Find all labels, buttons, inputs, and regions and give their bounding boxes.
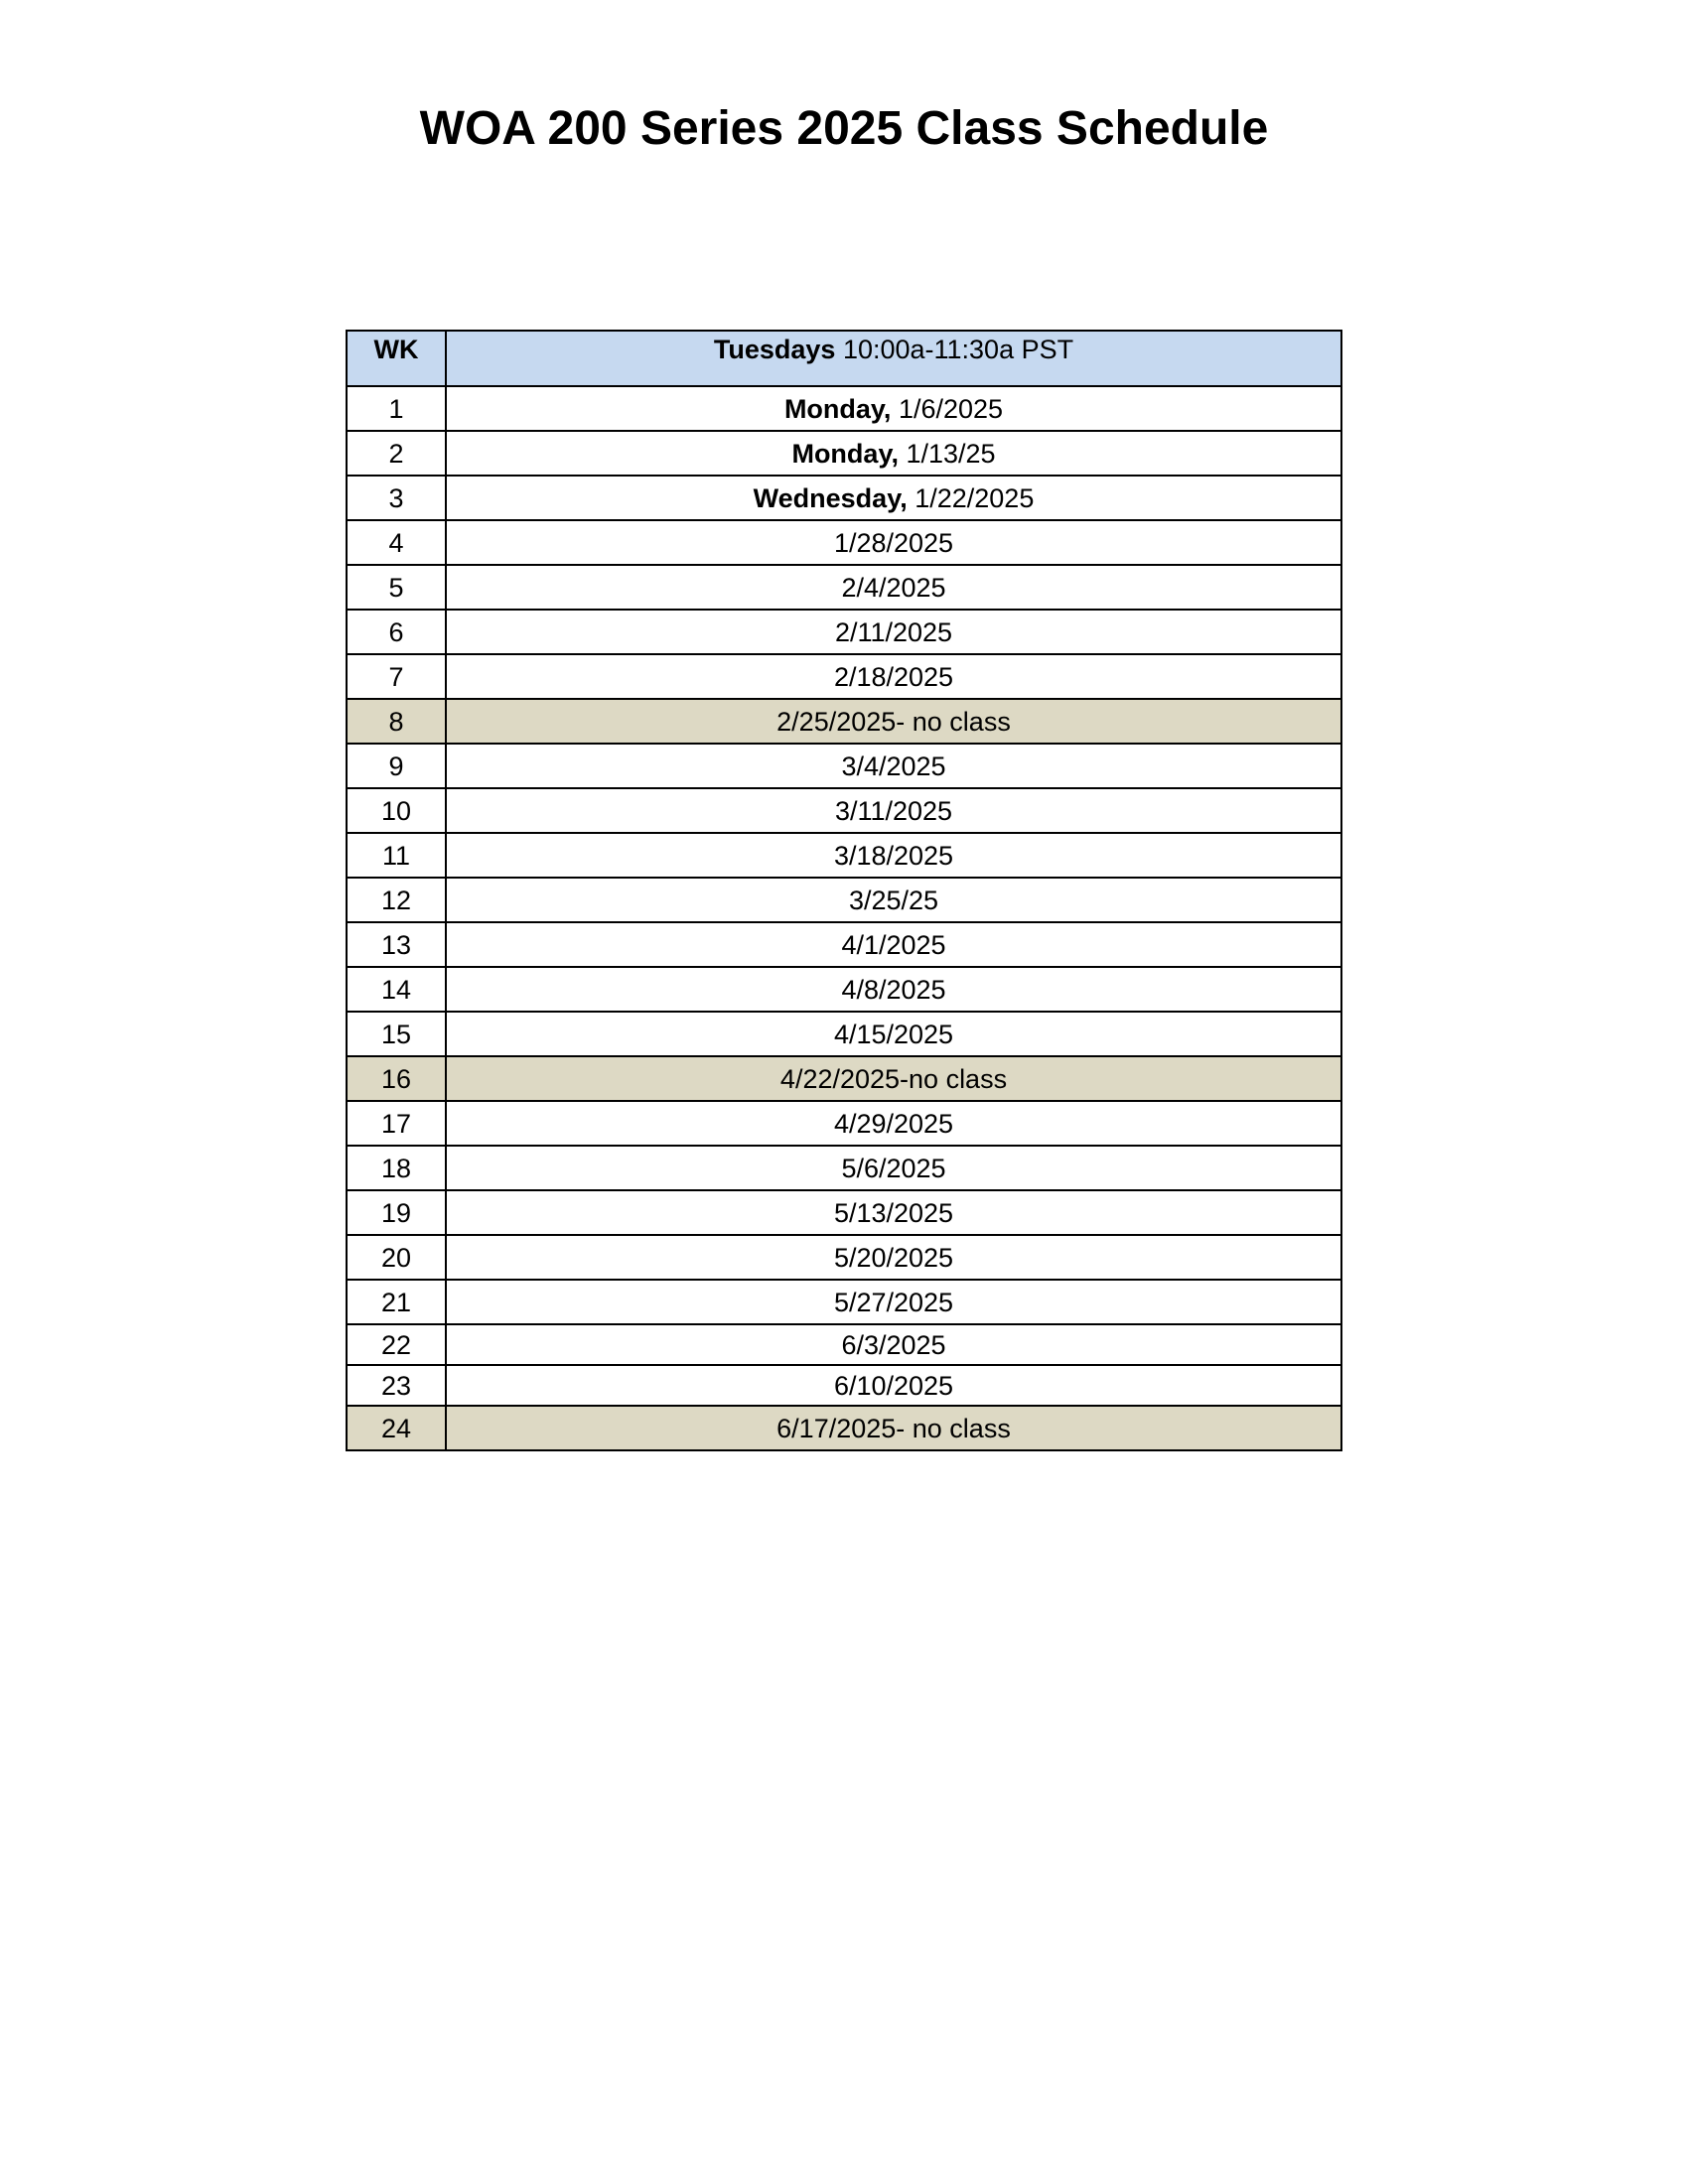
table-row <box>347 1280 1341 1324</box>
class-date-cell <box>446 744 1341 788</box>
table-header-row <box>347 331 1341 386</box>
date-label: 2/18/2025 <box>833 662 954 692</box>
day-header-time: 10:00a-11:30a PST <box>835 335 1074 364</box>
date-label: 3/11/2025 <box>834 796 953 826</box>
date-label: 5/6/2025 <box>841 1154 946 1183</box>
class-date-cell <box>446 431 1341 476</box>
week-number-cell: 11 <box>347 833 446 878</box>
table-row <box>347 744 1341 788</box>
week-number-cell: 10 <box>347 788 446 833</box>
table-row <box>347 1146 1341 1190</box>
date-label: 4/8/2025 <box>841 975 946 1005</box>
week-number-cell: 9 <box>347 744 446 788</box>
week-number-cell: 7 <box>347 654 446 699</box>
date-label: 3/4/2025 <box>841 751 946 781</box>
date-label: 4/29/2025 <box>833 1109 954 1139</box>
date-label: 1/22/2025 <box>907 483 1035 513</box>
week-number-cell: 8 <box>347 699 446 744</box>
class-date-cell <box>446 1101 1341 1146</box>
schedule-table <box>346 330 1342 1451</box>
class-date-cell <box>446 610 1341 654</box>
day-header <box>446 331 1341 386</box>
date-label: 2/11/2025 <box>834 617 953 647</box>
class-date-cell <box>446 1235 1341 1280</box>
table-row <box>347 386 1341 431</box>
table-row <box>347 788 1341 833</box>
wk-header: WK <box>347 331 446 386</box>
week-number-cell: 4 <box>347 520 446 565</box>
date-label: 4/1/2025 <box>841 930 946 960</box>
class-date-cell <box>446 1056 1341 1101</box>
date-label: 6/3/2025 <box>841 1330 946 1360</box>
table-row <box>347 833 1341 878</box>
date-label: 1/28/2025 <box>833 528 954 558</box>
date-label: 5/27/2025 <box>833 1288 954 1317</box>
table-row <box>347 967 1341 1012</box>
week-number-cell: 13 <box>347 922 446 967</box>
table-row <box>347 1056 1341 1101</box>
week-number-cell: 23 <box>347 1365 446 1406</box>
week-number-cell: 24 <box>347 1406 446 1450</box>
week-number-cell: 12 <box>347 878 446 922</box>
class-date-cell <box>446 922 1341 967</box>
table-row <box>347 520 1341 565</box>
date-label: 5/20/2025 <box>833 1243 954 1273</box>
date-label: 1/6/2025 <box>891 394 1004 424</box>
week-number-cell: 19 <box>347 1190 446 1235</box>
week-number-cell: 1 <box>347 386 446 431</box>
class-date-cell <box>446 788 1341 833</box>
class-date-cell <box>446 1190 1341 1235</box>
week-number-cell: 18 <box>347 1146 446 1190</box>
date-label: 2/4/2025 <box>841 573 946 603</box>
table-row <box>347 1324 1341 1365</box>
table-row <box>347 699 1341 744</box>
table-row <box>347 1101 1341 1146</box>
week-number-cell: 3 <box>347 476 446 520</box>
class-date-cell <box>446 1012 1341 1056</box>
class-date-cell <box>446 1365 1341 1406</box>
class-date-cell <box>446 699 1341 744</box>
table-row <box>347 610 1341 654</box>
week-number-cell: 22 <box>347 1324 446 1365</box>
class-date-cell <box>446 1406 1341 1450</box>
date-label: 3/18/2025 <box>833 841 954 871</box>
class-date-cell <box>446 878 1341 922</box>
class-date-cell <box>446 1146 1341 1190</box>
class-date-cell <box>446 833 1341 878</box>
table-row <box>347 476 1341 520</box>
page-title: WOA 200 Series 2025 Class Schedule <box>419 102 1269 155</box>
table-row <box>347 1012 1341 1056</box>
week-number-cell: 21 <box>347 1280 446 1324</box>
week-number-cell: 20 <box>347 1235 446 1280</box>
week-number-cell: 15 <box>347 1012 446 1056</box>
date-label: 2/25/2025- no class <box>776 707 1011 737</box>
class-date-cell <box>446 565 1341 610</box>
week-number-cell: 17 <box>347 1101 446 1146</box>
date-label: 6/17/2025- no class <box>776 1414 1011 1443</box>
class-date-cell <box>446 654 1341 699</box>
week-number-cell: 14 <box>347 967 446 1012</box>
weekday-label: Wednesday, <box>753 483 908 513</box>
date-label: 4/15/2025 <box>833 1020 954 1049</box>
week-number-cell: 2 <box>347 431 446 476</box>
class-date-cell <box>446 1280 1341 1324</box>
week-number-cell: 16 <box>347 1056 446 1101</box>
class-date-cell <box>446 476 1341 520</box>
class-date-cell <box>446 967 1341 1012</box>
table-row <box>347 654 1341 699</box>
table-row <box>347 922 1341 967</box>
date-label: 1/13/25 <box>898 439 996 469</box>
date-label: 5/13/2025 <box>833 1198 954 1228</box>
table-row <box>347 878 1341 922</box>
date-label: 3/25/25 <box>848 886 939 915</box>
class-date-cell <box>446 1324 1341 1365</box>
day-header-bold: Tuesdays <box>713 335 836 364</box>
class-date-cell <box>446 520 1341 565</box>
table-row <box>347 565 1341 610</box>
table-row <box>347 431 1341 476</box>
table-row <box>347 1235 1341 1280</box>
class-date-cell <box>446 386 1341 431</box>
week-number-cell: 5 <box>347 565 446 610</box>
date-label: 4/22/2025-no class <box>779 1064 1008 1094</box>
weekday-label: Monday, <box>791 439 899 469</box>
weekday-label: Monday, <box>783 394 892 424</box>
table-row <box>347 1406 1341 1450</box>
date-label: 6/10/2025 <box>833 1371 954 1401</box>
week-number-cell: 6 <box>347 610 446 654</box>
table-row <box>347 1190 1341 1235</box>
table-row <box>347 1365 1341 1406</box>
